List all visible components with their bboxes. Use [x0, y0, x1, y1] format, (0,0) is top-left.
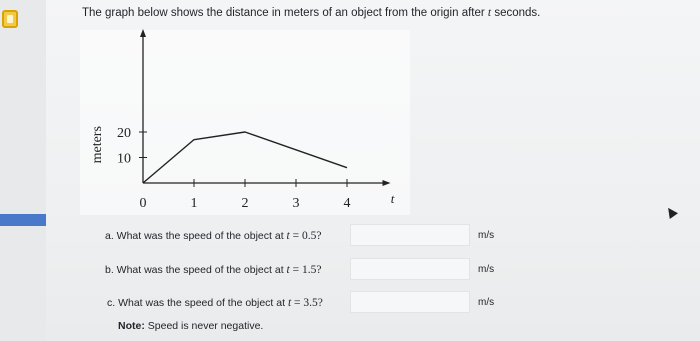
question-a-value: 0.5 — [301, 230, 317, 242]
prompt-text-end: seconds. — [491, 7, 541, 19]
question-a-text: a. What was the speed of the object at — [105, 230, 287, 242]
x-axis-label: t — [390, 191, 395, 206]
sidebar-active-indicator[interactable] — [0, 214, 46, 226]
question-b-suffix: ? — [316, 264, 322, 276]
x-axis-arrow — [383, 180, 391, 186]
series-line-0 — [143, 132, 347, 183]
question-a — [105, 230, 321, 242]
question-c-var: t — [287, 297, 292, 309]
question-a-suffix: ? — [316, 230, 322, 242]
answer-a-unit: m/s — [478, 230, 495, 241]
x-tick-label-0: 0 — [139, 196, 147, 211]
question-b-eq: = — [289, 264, 302, 276]
x-tick-label-2: 2 — [241, 196, 249, 211]
y-axis-arrow — [140, 29, 146, 37]
answer-b-input[interactable] — [350, 258, 470, 280]
answer-a-input[interactable] — [350, 224, 470, 246]
x-tick-label-1: 1 — [190, 196, 198, 211]
question-c — [107, 297, 323, 309]
y-tick-label-20: 20 — [117, 126, 131, 141]
note-label: Note: — [118, 320, 145, 332]
question-prompt — [82, 7, 540, 19]
question-c-suffix: ? — [317, 297, 323, 309]
question-b-value: 1.5 — [301, 264, 317, 276]
y-tick-label-10: 10 — [117, 151, 131, 167]
question-b-var: t — [286, 264, 290, 276]
question-c-eq: = — [291, 297, 304, 309]
x-tick-label-4: 4 — [343, 196, 351, 211]
question-a-eq: = — [289, 230, 302, 242]
answer-b-unit: m/s — [478, 264, 495, 275]
prompt-text: The graph below shows the distance in meters of an object from the origin after — [82, 7, 488, 19]
x-tick-label-3: 3 — [292, 196, 300, 211]
note — [118, 320, 263, 332]
note-text: Speed is never negative. — [144, 320, 264, 332]
left-sidebar — [0, 0, 46, 341]
mouse-cursor-icon — [664, 205, 678, 219]
question-c-value: 3.5 — [303, 297, 318, 309]
answer-c-unit: m/s — [478, 297, 495, 308]
distance-time-graph — [80, 30, 410, 215]
question-a-var: t — [286, 230, 290, 242]
question-b-text: b. What was the speed of the object at — [105, 264, 287, 276]
question-b — [105, 264, 321, 276]
flag-icon[interactable] — [2, 10, 18, 28]
y-axis-label: meters — [90, 126, 105, 164]
question-c-text: c. What was the speed of the object at — [107, 297, 288, 309]
answer-c-input[interactable] — [350, 291, 470, 313]
prompt-variable: t — [487, 7, 492, 19]
